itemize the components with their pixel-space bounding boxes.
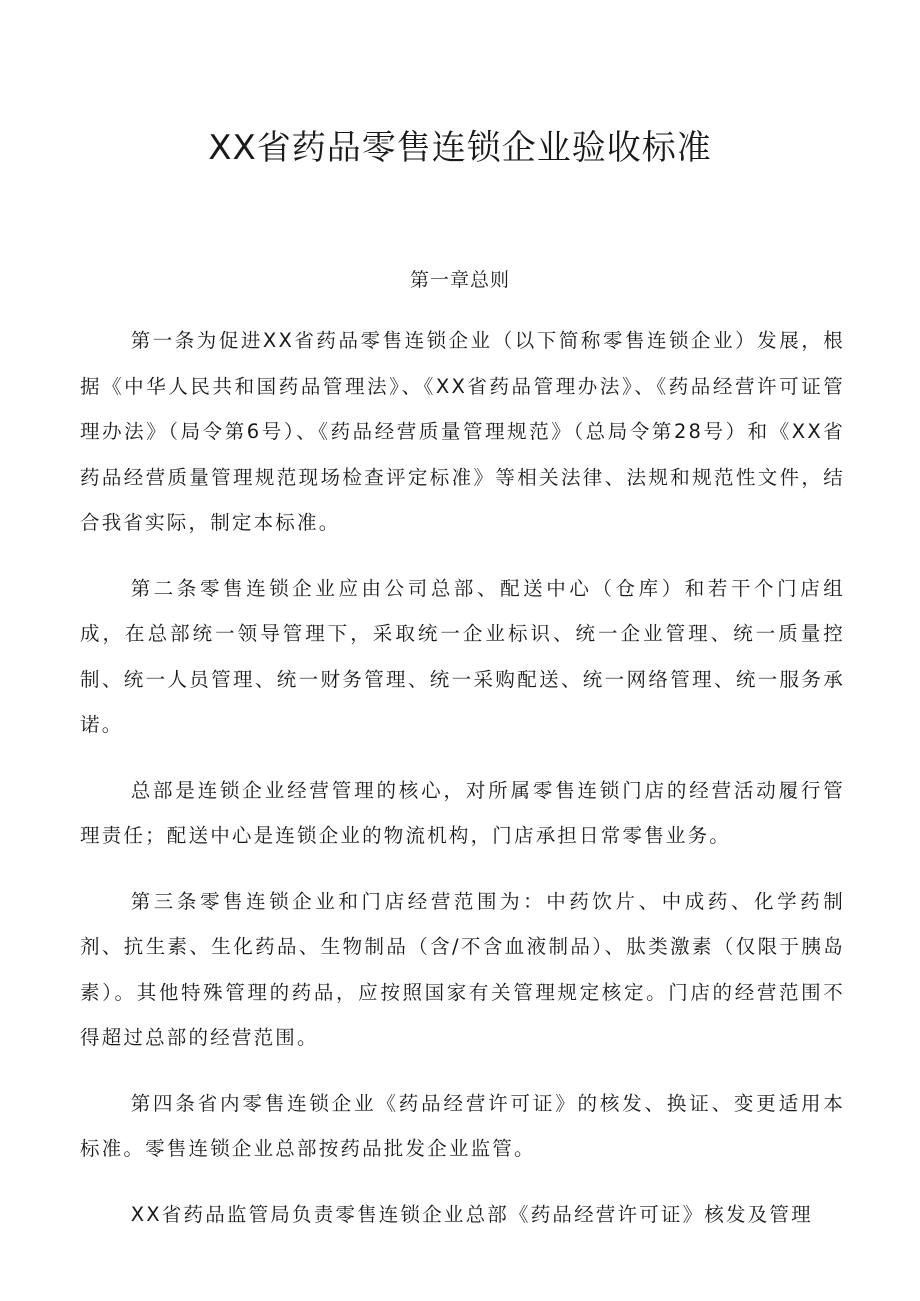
paragraph-article-3: 第三条零售连锁企业和门店经营范围为：中药饮片、中成药、化学药制剂、抗生素、生化药品、生物制品（含/不含血液制品）、肽类激素（仅限于胰岛素）。其他特殊管理的药品，应按照国家有关管理规定核定。门店的经营范围不得超过总部的经营范围。 bbox=[80, 889, 845, 1049]
paragraph-article-2: 第二条零售连锁企业应由公司总部、配送中心（仓库）和若干个门店组成，在总部统一领导管理下，采取统一企业标识、统一企业管理、统一质量控制、统一人员管理、统一财务管理、统一采购配送、统一网络管理、统一服务承诺。 bbox=[80, 576, 845, 736]
document-title: XX省药品零售连锁企业验收标准 bbox=[208, 128, 712, 168]
paragraph-article-1: 第一条为促进XX省药品零售连锁企业（以下简称零售连锁企业）发展，根据《中华人民共和国药品管理法》、《XX省药品管理办法》、《药品经营许可证管理办法》（局令第6号）、《药品经营质量管理规范》（总局令第28号）和《XX省药品经营质量管理规范现场检查评定标准》等相关法律、法规和规范性文件，结合我省实际，制定本标准。 bbox=[80, 329, 845, 534]
paragraph-article-4: 第四条省内零售连锁企业《药品经营许可证》的核发、换证、变更适用本标准。零售连锁企业总部按药品批发企业监管。 bbox=[80, 1091, 845, 1160]
chapter-title: 第一章总则 bbox=[409, 269, 510, 291]
paragraph-headquarters: 总部是连锁企业经营管理的核心，对所属零售连锁门店的经营活动履行管理责任；配送中心是连锁企业的物流机构，门店承担日常零售业务。 bbox=[80, 778, 845, 847]
paragraph-provincial-bureau: XX省药品监管局负责零售连锁企业总部《药品经营许可证》核发及管理 bbox=[130, 1202, 813, 1226]
document-body bbox=[80, 318, 845, 1257]
